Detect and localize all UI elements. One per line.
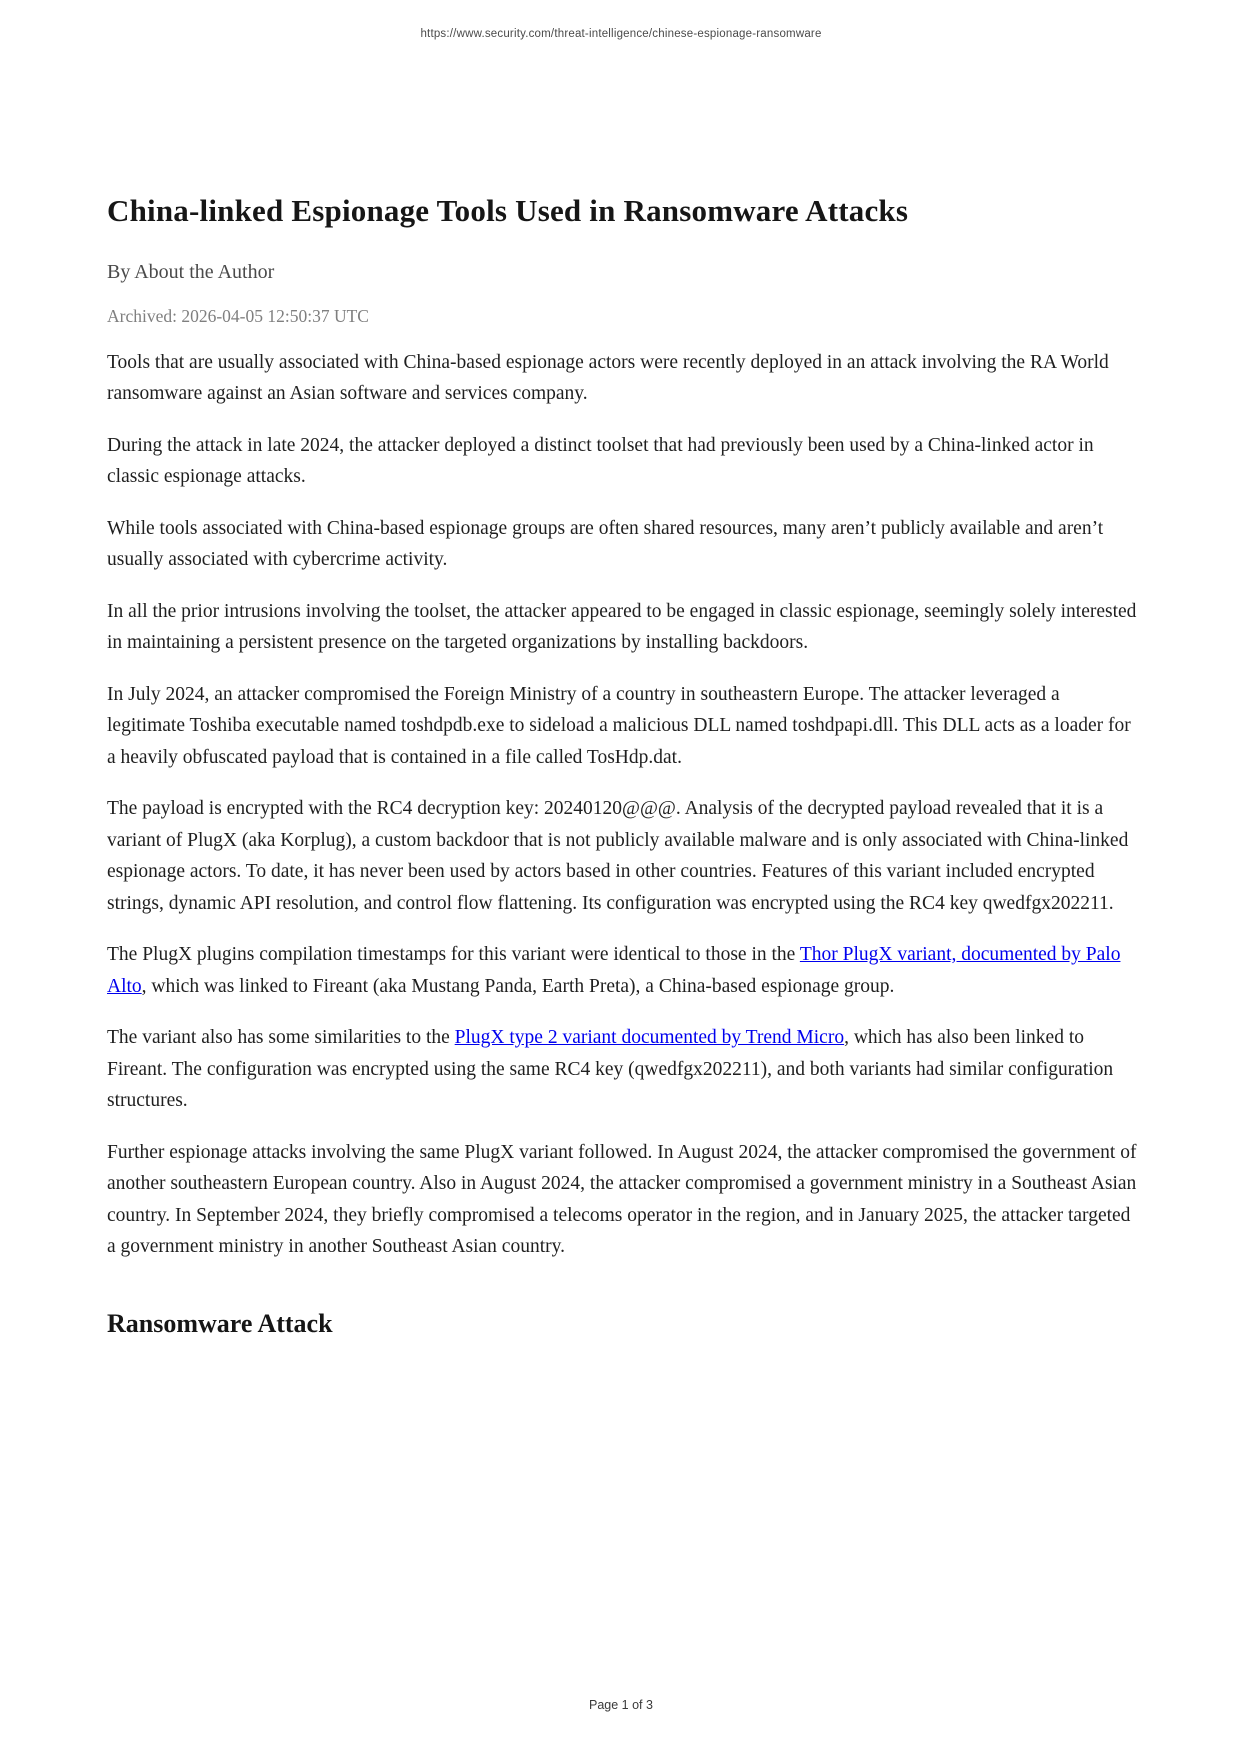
paragraph: [107, 1137, 1137, 1263]
paragraph-text: The PlugX plugins compilation timestamps for this variant were identical to those in the: [107, 944, 800, 966]
inline-link[interactable]: PlugX type 2 variant documented by Trend Micro: [454, 1027, 845, 1049]
paragraph-text: While tools associated with China-based espionage groups are often shared resources, many aren’t publicly available and aren’t usually associated with cybercrime activity.: [107, 517, 1104, 571]
archived-timestamp: Archived: 2026-04-05 12:50:37 UTC: [107, 305, 369, 326]
paragraph-text: Further espionage attacks involving the same PlugX variant followed. In August 2024, the attacker compromised the government of another southeastern European country. Also in August 2024, the attacker compromised a government ministry in a Southeast Asian country. In September 2024, they briefly compromised a telecoms operator in the region, and in January 2025, the attacker targeted a government ministry in another Southeast Asian country.: [107, 1141, 1137, 1258]
paragraph-text: Tools that are usually associated with China-based espionage actors were recently deployed in an attack involving the RA World ransomware against an Asian software and services company.: [107, 351, 1109, 405]
paragraph: [107, 347, 1137, 410]
paragraph-text: , which has also been linked to Fireant. The configuration was encrypted using the same RC4 key (qwedfgx202211), and both variants had similar configuration structures.: [107, 1027, 1114, 1112]
paragraph: [107, 679, 1137, 774]
article-body: [107, 347, 1137, 1263]
paragraph-text: During the attack in late 2024, the attacker deployed a distinct toolset that had previously been used by a China-linked actor in classic espionage attacks.: [107, 434, 1094, 488]
paragraph: [107, 513, 1137, 576]
paragraph-text: The payload is encrypted with the RC4 decryption key: 20240120@@@. Analysis of the decrypted payload revealed that it is a variant of PlugX (aka Korplug), a custom backdoor that is not publicly available malware and is only associated with China-linked espionage actors. To date, it has never been used by actors based in other countries. Features of this variant included encrypted strings, dynamic API resolution, and control flow flattening. Its configuration was encrypted using the RC4 key qwedfgx202211.: [107, 798, 1129, 914]
article-title: China-linked Espionage Tools Used in Ransomware Attacks: [107, 193, 909, 228]
article-byline: By About the Author: [107, 260, 275, 283]
header-url: https://www.security.com/threat-intelligence/chinese-espionage-ransomware: [420, 28, 822, 40]
paragraph-text: In July 2024, an attacker compromised the Foreign Ministry of a country in southeastern Europe. The attacker leveraged a legitimate Toshiba executable named toshdpdb.exe to sideload a malicious DLL named toshdpapi.dll. This DLL acts as a loader for a heavily obfuscated payload that is contained in a file called TosHdp.dat.: [107, 683, 1131, 768]
paragraph: [107, 1022, 1137, 1117]
paragraph-text: The variant also has some similarities to the: [107, 1027, 455, 1049]
paragraph: [107, 939, 1137, 1002]
section-heading: Ransomware Attack: [107, 1308, 333, 1338]
paragraph-text: In all the prior intrusions involving the toolset, the attacker appeared to be engaged in classic espionage, seemingly solely interested in maintaining a persistent presence on the targeted organizations by installing backdoors.: [107, 600, 1137, 654]
paragraph: [107, 596, 1137, 659]
paragraph: [107, 793, 1137, 919]
paragraph-text: , which was linked to Fireant (aka Mustang Panda, Earth Preta), a China-based espionage group.: [141, 975, 895, 997]
page-number: Page 1 of 3: [589, 1698, 653, 1712]
paragraph: [107, 430, 1137, 493]
inline-link[interactable]: Thor PlugX variant, documented by Palo Alto: [107, 944, 1121, 997]
